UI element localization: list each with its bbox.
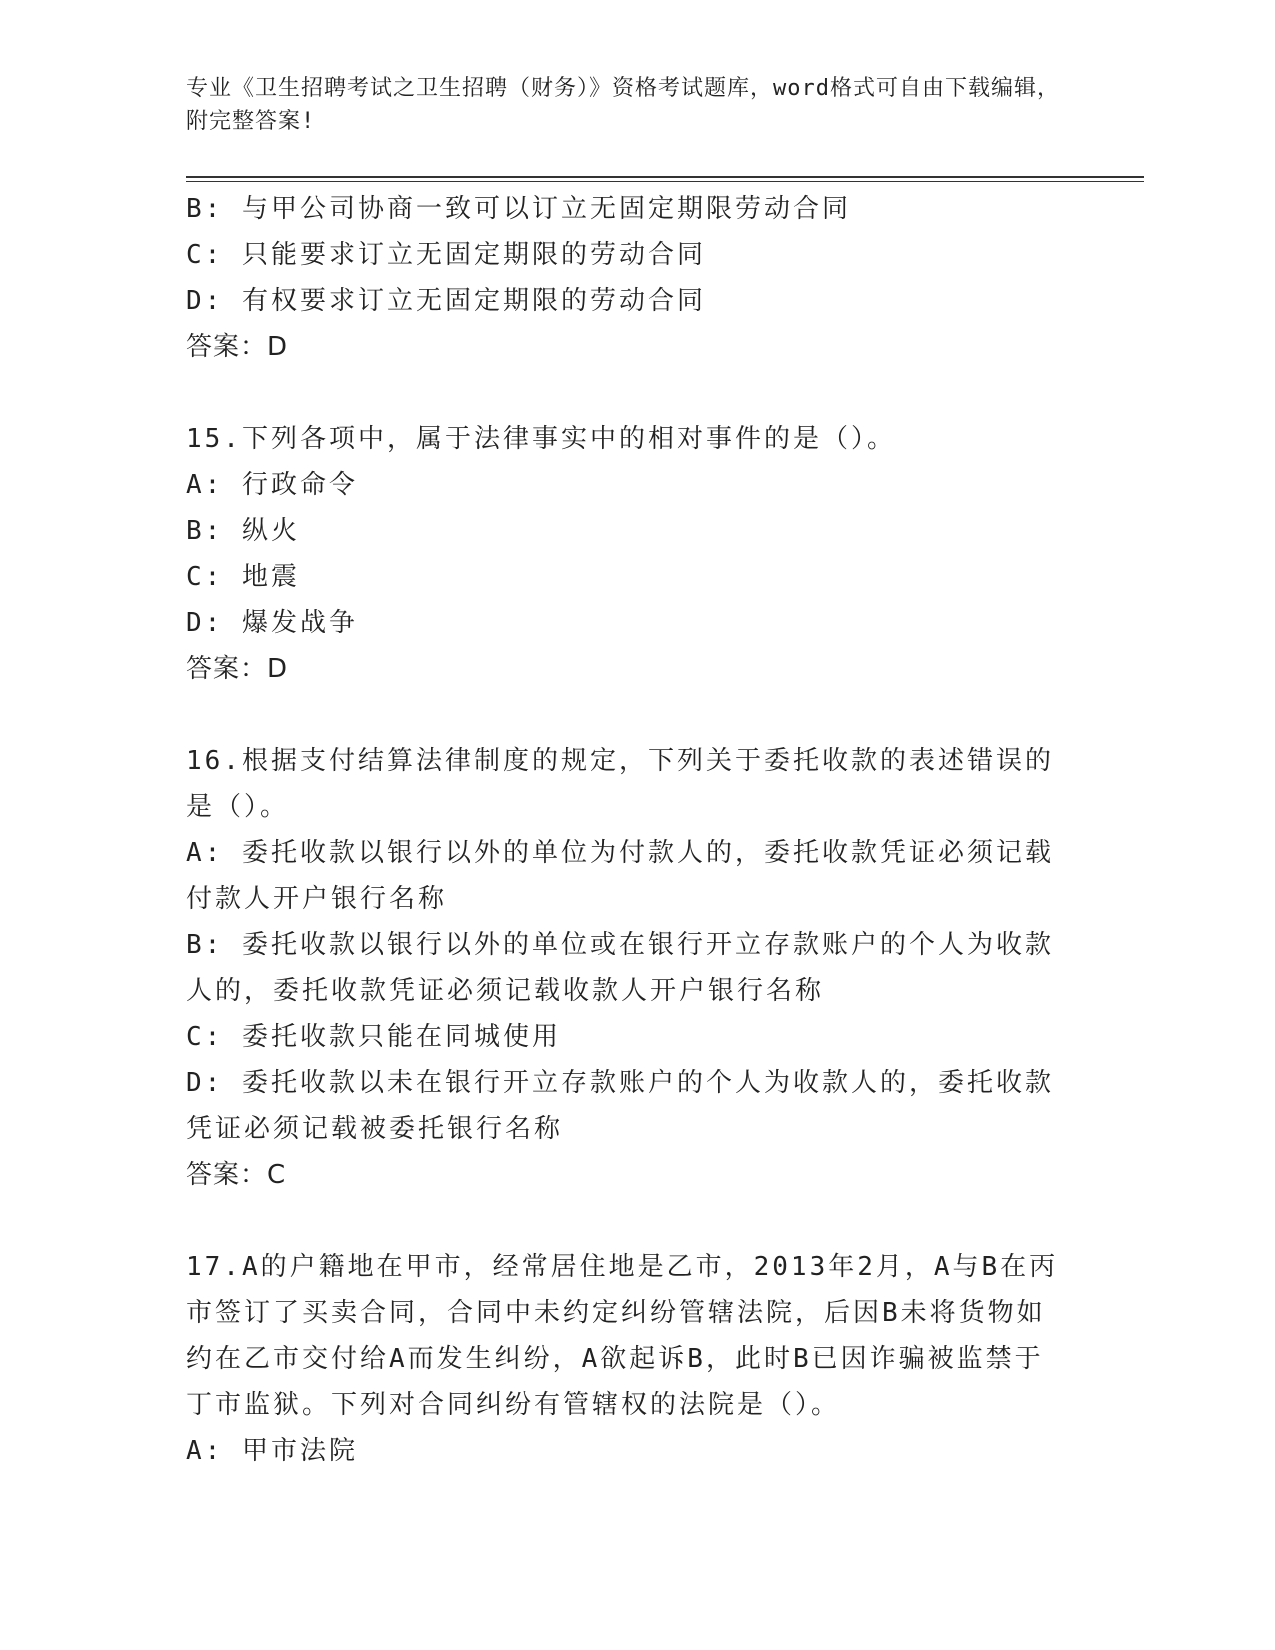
option-a: A: 行政命令: [186, 470, 358, 500]
option-d: D: 爆发战争: [186, 608, 358, 638]
header-divider-thin: [186, 181, 1144, 182]
option-b: B: 与甲公司协商一致可以订立无固定期限劳动合同: [186, 194, 851, 224]
question-list: [186, 186, 1066, 1474]
option-c: C: 委托收款只能在同城使用: [186, 1022, 561, 1052]
question-stem: 15.下列各项中，属于法律事实中的相对事件的是（）。: [186, 424, 896, 454]
option-b: B: 委托收款以银行以外的单位或在银行开立存款账户的个人为收款人的，委托收款凭证必须记载收款人开户银行名称: [186, 930, 1054, 1006]
answer: 答案：D: [186, 654, 289, 684]
option-d: D: 委托收款以未在银行开立存款账户的个人为收款人的，委托收款凭证必须记载被委托银行名称: [186, 1068, 1054, 1144]
option-a: A: 甲市法院: [186, 1436, 358, 1466]
question-15: [186, 416, 1066, 692]
option-c: C: 只能要求订立无固定期限的劳动合同: [186, 240, 706, 270]
question-stem: 16.根据支付结算法律制度的规定，下列关于委托收款的表述错误的是（）。: [186, 746, 1054, 822]
option-c: C: 地震: [186, 562, 300, 592]
question-stem: 17.A的户籍地在甲市，经常居住地是乙市，2013年2月，A与B在丙市签订了买卖合同，合同中未约定纠纷管辖法院，后因B未将货物如约在乙市交付给A而发生纠纷，A欲起诉B，此时B已因诈骗被监禁于丁市监狱。下列对合同纠纷有管辖权的法院是（）。: [186, 1252, 1059, 1420]
header-intro: 专业《卫生招聘考试之卫生招聘（财务）》资格考试题库，word格式可自由下载编辑，附完整答案!: [186, 76, 1060, 134]
question-14-continued: [186, 186, 1066, 370]
option-d: D: 有权要求订立无固定期限的劳动合同: [186, 286, 706, 316]
header-divider-thick: [186, 176, 1144, 178]
question-17: [186, 1244, 1066, 1474]
answer: 答案：D: [186, 332, 289, 362]
option-a: A: 委托收款以银行以外的单位为付款人的，委托收款凭证必须记载付款人开户银行名称: [186, 838, 1054, 914]
document-header: [186, 72, 1066, 138]
option-b: B: 纵火: [186, 516, 300, 546]
answer: 答案：C: [186, 1160, 287, 1190]
question-16: [186, 738, 1066, 1198]
